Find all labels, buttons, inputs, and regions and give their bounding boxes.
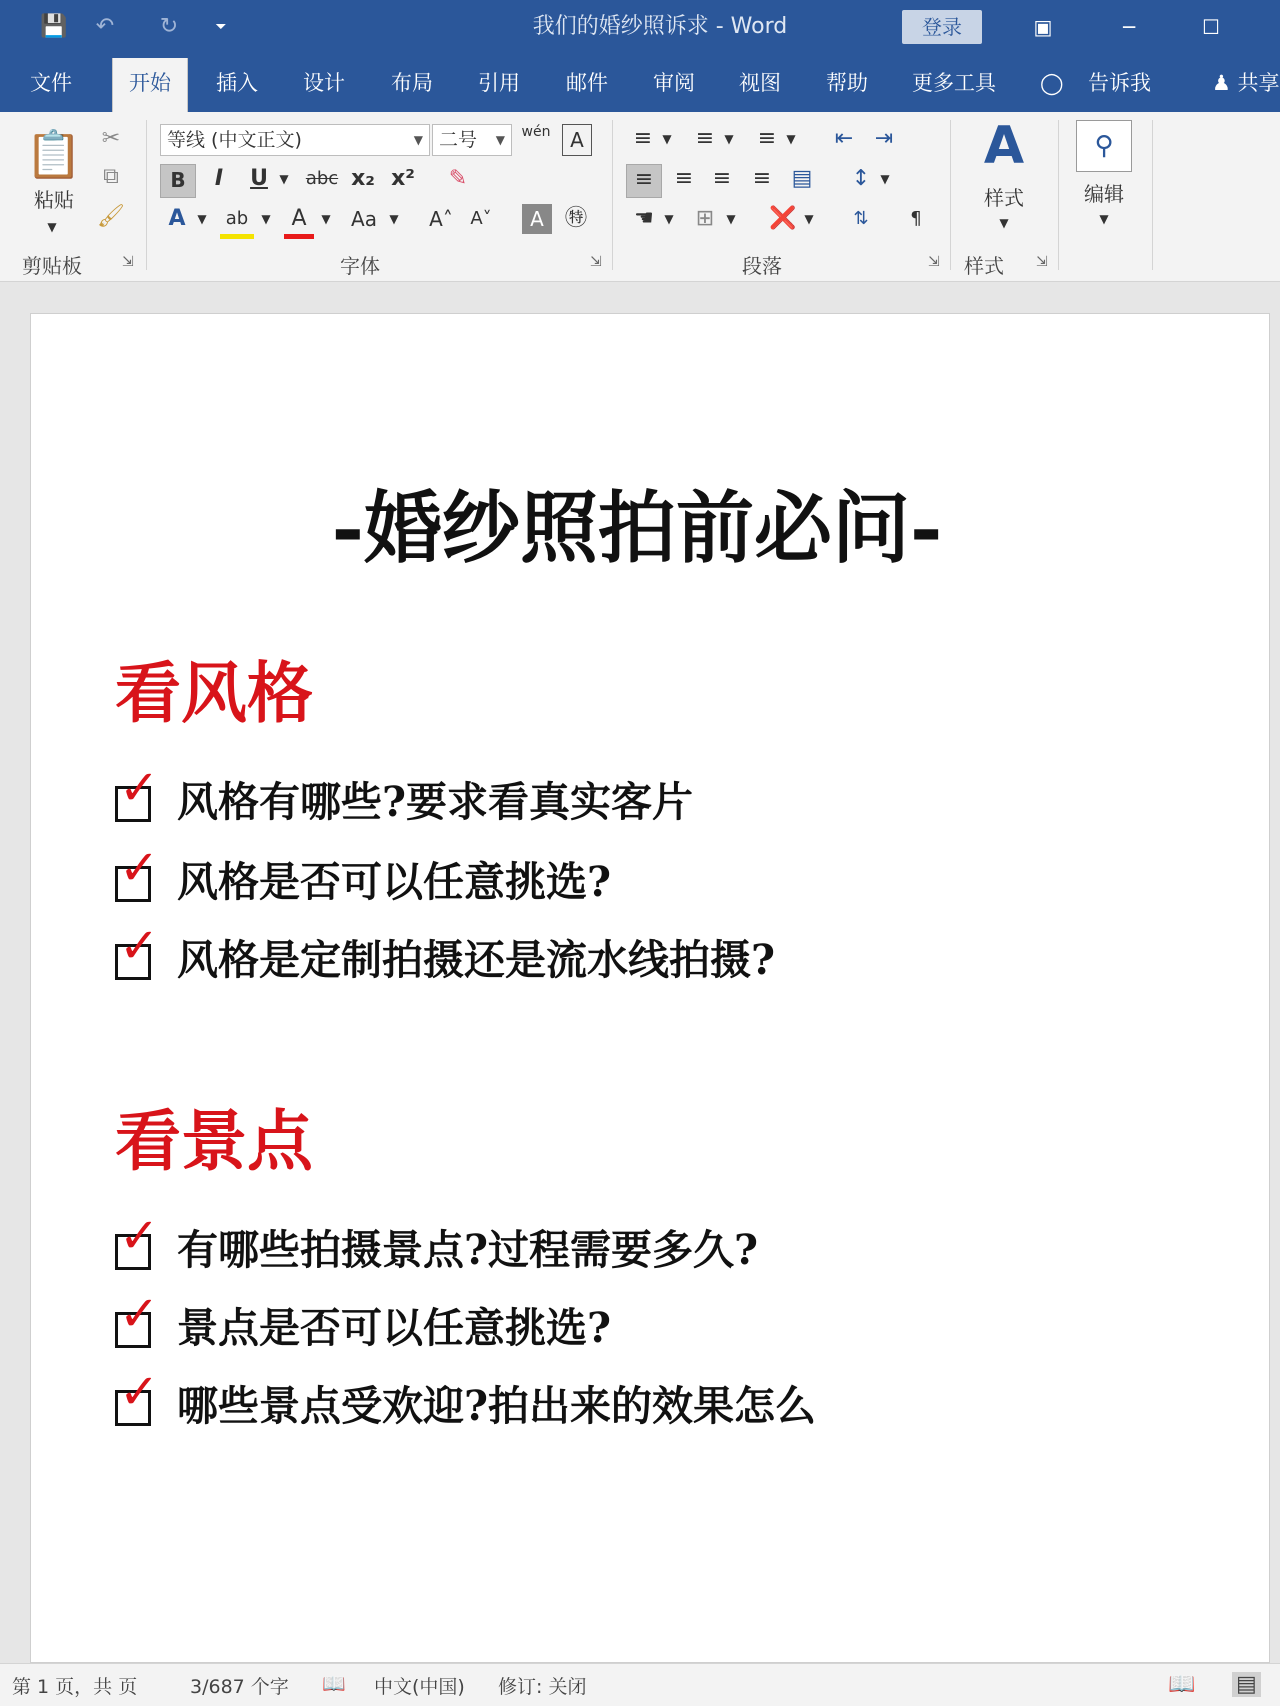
lightbulb-icon[interactable]: ◯ — [1040, 71, 1064, 95]
text-effects-dropdown-icon[interactable]: ▼ — [197, 212, 207, 226]
checkmark-icon: ✓ — [119, 1286, 160, 1342]
cut-icon[interactable]: ✂ — [101, 126, 121, 151]
checklist-item-text: 风格有哪些?要求看真实客片 — [177, 778, 694, 826]
font-size-value: 二号 — [439, 129, 478, 151]
multilevel-dropdown-icon[interactable]: ▼ — [786, 132, 796, 146]
borders-dropdown-icon[interactable]: ▼ — [726, 212, 736, 226]
group-divider — [1152, 120, 1153, 270]
checklist-item-text: 哪些景点受欢迎?拍出来的效果怎么 — [177, 1382, 817, 1430]
chevron-down-icon: ▼ — [413, 133, 423, 147]
tab-mailings[interactable]: 邮件 — [566, 71, 608, 95]
editing-button[interactable]: 编辑 — [1084, 182, 1124, 206]
tab-home[interactable]: 开始 — [112, 58, 188, 112]
ribbon — [0, 112, 1280, 282]
shrink-font-button[interactable]: A˅ — [470, 208, 492, 229]
tab-more-tools[interactable]: 更多工具 — [912, 71, 996, 95]
document-heading: -婚纱照拍前必问- — [331, 483, 943, 574]
font-launcher-icon[interactable]: ⇲ — [590, 254, 602, 270]
italic-button[interactable]: I — [214, 166, 224, 191]
multilevel-list-icon[interactable]: ≡ — [757, 126, 777, 151]
language-indicator[interactable]: 中文(中国) — [374, 1676, 465, 1698]
borders-icon[interactable]: ⊞ — [695, 206, 715, 231]
enclose-characters-button[interactable]: ㊕ — [564, 206, 587, 231]
customize-toolbar-icon[interactable]: ⏷ — [215, 19, 227, 35]
login-button[interactable]: 登录 — [902, 10, 982, 44]
group-divider — [1058, 120, 1059, 270]
bullets-icon[interactable]: ≡ — [633, 126, 653, 151]
font-name-select[interactable] — [160, 124, 430, 156]
ribbon-tabs — [0, 54, 1280, 112]
section-heading-style: 看风格 — [115, 654, 313, 732]
underline-dropdown-icon[interactable]: ▼ — [279, 172, 289, 186]
checkmark-icon: ✓ — [119, 1364, 160, 1420]
tab-references[interactable]: 引用 — [478, 71, 520, 95]
styles-dropdown-icon[interactable]: ▼ — [999, 216, 1009, 230]
styles-button[interactable]: 样式 — [984, 186, 1024, 210]
change-case-dropdown-icon[interactable]: ▼ — [389, 212, 399, 226]
save-icon[interactable]: 💾 — [40, 14, 68, 39]
title-bar — [0, 0, 1280, 54]
checkmark-icon: ✓ — [119, 760, 160, 816]
paragraph-group-label: 段落 — [742, 254, 782, 278]
print-layout-icon[interactable]: ▤ — [1232, 1672, 1261, 1697]
grow-font-button[interactable]: A˄ — [429, 207, 453, 231]
checklist-item-text: 有哪些拍摄景点?过程需要多久? — [177, 1226, 759, 1274]
increase-indent-icon[interactable]: ⇥ — [874, 126, 894, 151]
section-heading-scenery: 看景点 — [115, 1102, 313, 1180]
proofing-icon[interactable]: 📖 — [322, 1673, 346, 1695]
text-effects-button[interactable]: A — [168, 206, 186, 231]
underline-button[interactable]: U — [250, 166, 268, 191]
shading-icon[interactable]: ☚ — [634, 206, 654, 231]
group-divider — [612, 120, 613, 270]
share-button[interactable] — [1212, 54, 1280, 112]
font-name-value: 等线 (中文正文) — [167, 129, 302, 151]
ribbon-display-options-icon[interactable]: ▣ — [1033, 15, 1053, 39]
checkmark-icon: ✓ — [119, 918, 160, 974]
paste-dropdown-icon[interactable]: ▼ — [47, 220, 57, 234]
person-icon: ♟ — [1212, 71, 1231, 95]
group-divider — [950, 120, 951, 270]
phonetic-guide-icon[interactable]: wén — [521, 124, 551, 140]
undo-icon[interactable]: ↶ — [95, 14, 115, 39]
tab-design[interactable]: 设计 — [303, 71, 345, 95]
align-right-icon[interactable]: ≡ — [712, 166, 732, 191]
align-center-icon[interactable]: ≡ — [674, 166, 694, 191]
paste-icon[interactable]: 📋 — [25, 127, 83, 181]
clipboard-launcher-icon[interactable]: ⇲ — [122, 254, 134, 270]
styles-icon[interactable]: A — [983, 116, 1025, 176]
word-count-indicator[interactable]: 3/687 个字 — [190, 1676, 289, 1698]
maximize-icon[interactable]: ☐ — [1202, 15, 1220, 39]
line-spacing-icon[interactable]: ↕ — [851, 166, 871, 191]
character-border-icon[interactable]: A — [562, 124, 592, 156]
tell-me-button[interactable]: 告诉我 — [1088, 71, 1151, 95]
read-mode-icon[interactable]: 📖 — [1168, 1672, 1196, 1697]
strikethrough-button[interactable]: abc — [305, 168, 339, 189]
distributed-icon[interactable]: ▤ — [791, 166, 813, 191]
document-area[interactable] — [0, 283, 1280, 1663]
checkmark-icon: ✓ — [119, 840, 160, 896]
asian-layout-icon[interactable]: ❌ — [769, 206, 797, 231]
justify-icon[interactable]: ≡ — [752, 166, 772, 191]
show-marks-icon[interactable]: ¶ — [910, 208, 922, 229]
group-divider — [146, 120, 147, 270]
checkmark-icon: ✓ — [119, 1208, 160, 1264]
search-icon[interactable]: ⚲ — [1076, 120, 1132, 172]
checklist-item-text: 景点是否可以任意挑选? — [177, 1304, 612, 1352]
asian-layout-dropdown-icon[interactable]: ▼ — [804, 212, 814, 226]
bullets-dropdown-icon[interactable]: ▼ — [662, 132, 672, 146]
numbering-icon[interactable]: ≡ — [695, 126, 715, 151]
tab-file[interactable]: 文件 — [30, 71, 72, 95]
document-title: 我们的婚纱照诉求 - Word — [532, 14, 788, 39]
format-painter-icon[interactable]: 🖌 — [97, 204, 125, 229]
shading-dropdown-icon[interactable]: ▼ — [664, 212, 674, 226]
paragraph-launcher-icon[interactable]: ⇲ — [928, 254, 940, 270]
subscript-button[interactable]: x₂ — [351, 166, 375, 191]
decrease-indent-icon[interactable]: ⇤ — [834, 126, 854, 151]
checklist-item-text: 风格是否可以任意挑选? — [177, 858, 612, 906]
clear-formatting-icon[interactable]: ✎ — [448, 166, 468, 191]
track-changes-indicator[interactable]: 修订: 关闭 — [498, 1676, 587, 1698]
font-size-select[interactable] — [432, 124, 512, 156]
minimize-icon[interactable]: ─ — [1122, 15, 1136, 39]
document-page[interactable] — [30, 313, 1270, 1663]
highlight-button[interactable]: ab — [220, 204, 254, 239]
tab-insert[interactable]: 插入 — [216, 71, 258, 95]
numbering-dropdown-icon[interactable]: ▼ — [724, 132, 734, 146]
highlight-dropdown-icon[interactable]: ▼ — [261, 212, 271, 226]
font-color-button[interactable]: A — [284, 204, 314, 239]
status-bar — [0, 1663, 1280, 1706]
character-shading-button[interactable]: A — [522, 204, 552, 234]
clipboard-group-label: 剪贴板 — [22, 254, 82, 278]
font-color-dropdown-icon[interactable]: ▼ — [321, 212, 331, 226]
tab-view[interactable]: 视图 — [739, 71, 781, 95]
chevron-down-icon: ▼ — [495, 133, 505, 147]
change-case-button[interactable]: Aa — [351, 207, 377, 231]
tab-review[interactable]: 审阅 — [653, 71, 695, 95]
line-spacing-dropdown-icon[interactable]: ▼ — [880, 172, 890, 186]
paste-button[interactable]: 粘贴 — [34, 188, 74, 212]
editing-dropdown-icon[interactable]: ▼ — [1099, 212, 1109, 226]
font-group-label: 字体 — [340, 254, 380, 278]
styles-launcher-icon[interactable]: ⇲ — [1036, 254, 1048, 270]
styles-group-label: 样式 — [964, 254, 1004, 278]
tab-help[interactable]: 帮助 — [826, 71, 868, 95]
superscript-button[interactable]: x² — [391, 166, 415, 191]
page-number-indicator[interactable]: 第 1 页，共 页 — [12, 1676, 138, 1698]
bold-button[interactable]: B — [160, 164, 196, 198]
share-label: 共享 — [1237, 71, 1280, 95]
checklist-item-text: 风格是定制拍摄还是流水线拍摄? — [177, 936, 776, 984]
tab-layout[interactable]: 布局 — [391, 71, 433, 95]
sort-icon[interactable]: ⇅ — [853, 208, 869, 229]
redo-icon[interactable]: ↻ — [159, 14, 179, 39]
align-left-icon[interactable]: ≡ — [626, 164, 662, 198]
copy-icon[interactable]: ⧉ — [103, 164, 119, 189]
